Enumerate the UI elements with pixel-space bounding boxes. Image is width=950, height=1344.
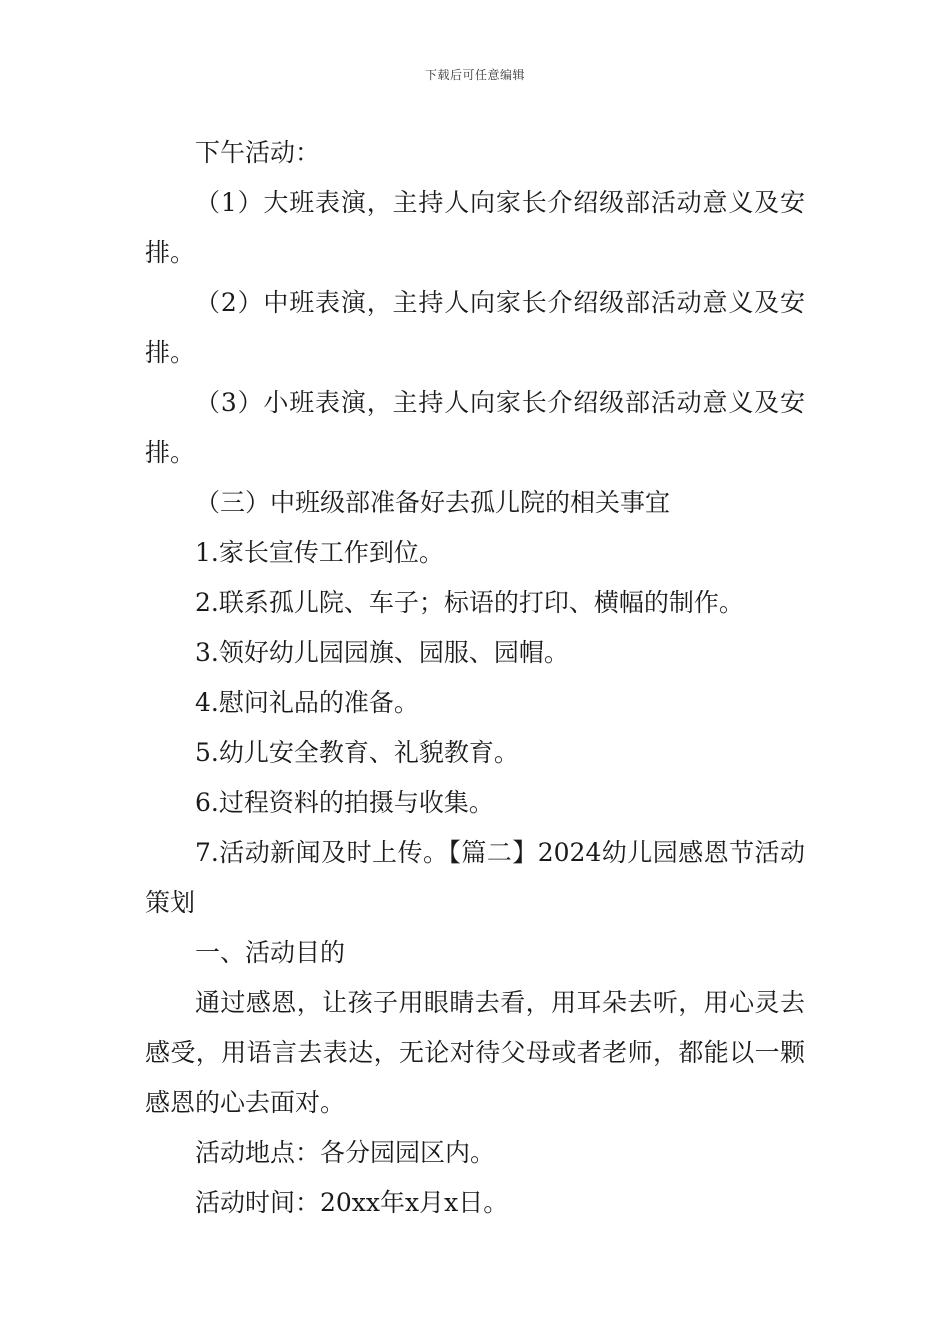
- list-item: 4.慰问礼品的准备。: [195, 688, 419, 717]
- paragraph-afternoon-activities: 下午活动：: [195, 138, 321, 167]
- paragraph-junior-class-show: （3）小班表演，主持人向家长介绍级部活动意义及安排。: [145, 388, 805, 467]
- list-item: 2.联系孤儿院、车子；标语的打印、横幅的制作。: [195, 588, 744, 617]
- list-item: 7.活动新闻及时上传。【篇二】2024幼儿园感恩节活动策划: [145, 838, 805, 917]
- document-body: [145, 128, 805, 1228]
- section-heading-activity-purpose: 一、活动目的: [195, 938, 346, 967]
- paragraph-purpose-description: 通过感恩，让孩子用眼睛去看，用耳朵去听，用心灵去感受，用语言去表达，无论对待父母或者老师，都能以一颗感恩的心去面对。: [145, 988, 805, 1117]
- list-item: 3.领好幼儿园园旗、园服、园帽。: [195, 638, 569, 667]
- list-item: 1.家长宣传工作到位。: [195, 538, 444, 567]
- paragraph-activity-time: 活动时间：20xx年x月x日。: [195, 1188, 509, 1217]
- header-note: 下载后可任意编辑: [424, 68, 525, 82]
- list-item: 6.过程资料的拍摄与收集。: [195, 788, 494, 817]
- paragraph-senior-class-show: （1）大班表演，主持人向家长介绍级部活动意义及安排。: [145, 188, 805, 267]
- paragraph-activity-location: 活动地点：各分园园区内。: [195, 1138, 496, 1167]
- section-heading-orphanage-prep: （三）中班级部准备好去孤儿院的相关事宜: [195, 488, 671, 517]
- paragraph-middle-class-show: （2）中班表演，主持人向家长介绍级部活动意义及安排。: [145, 288, 805, 367]
- list-item: 5.幼儿安全教育、礼貌教育。: [195, 738, 519, 767]
